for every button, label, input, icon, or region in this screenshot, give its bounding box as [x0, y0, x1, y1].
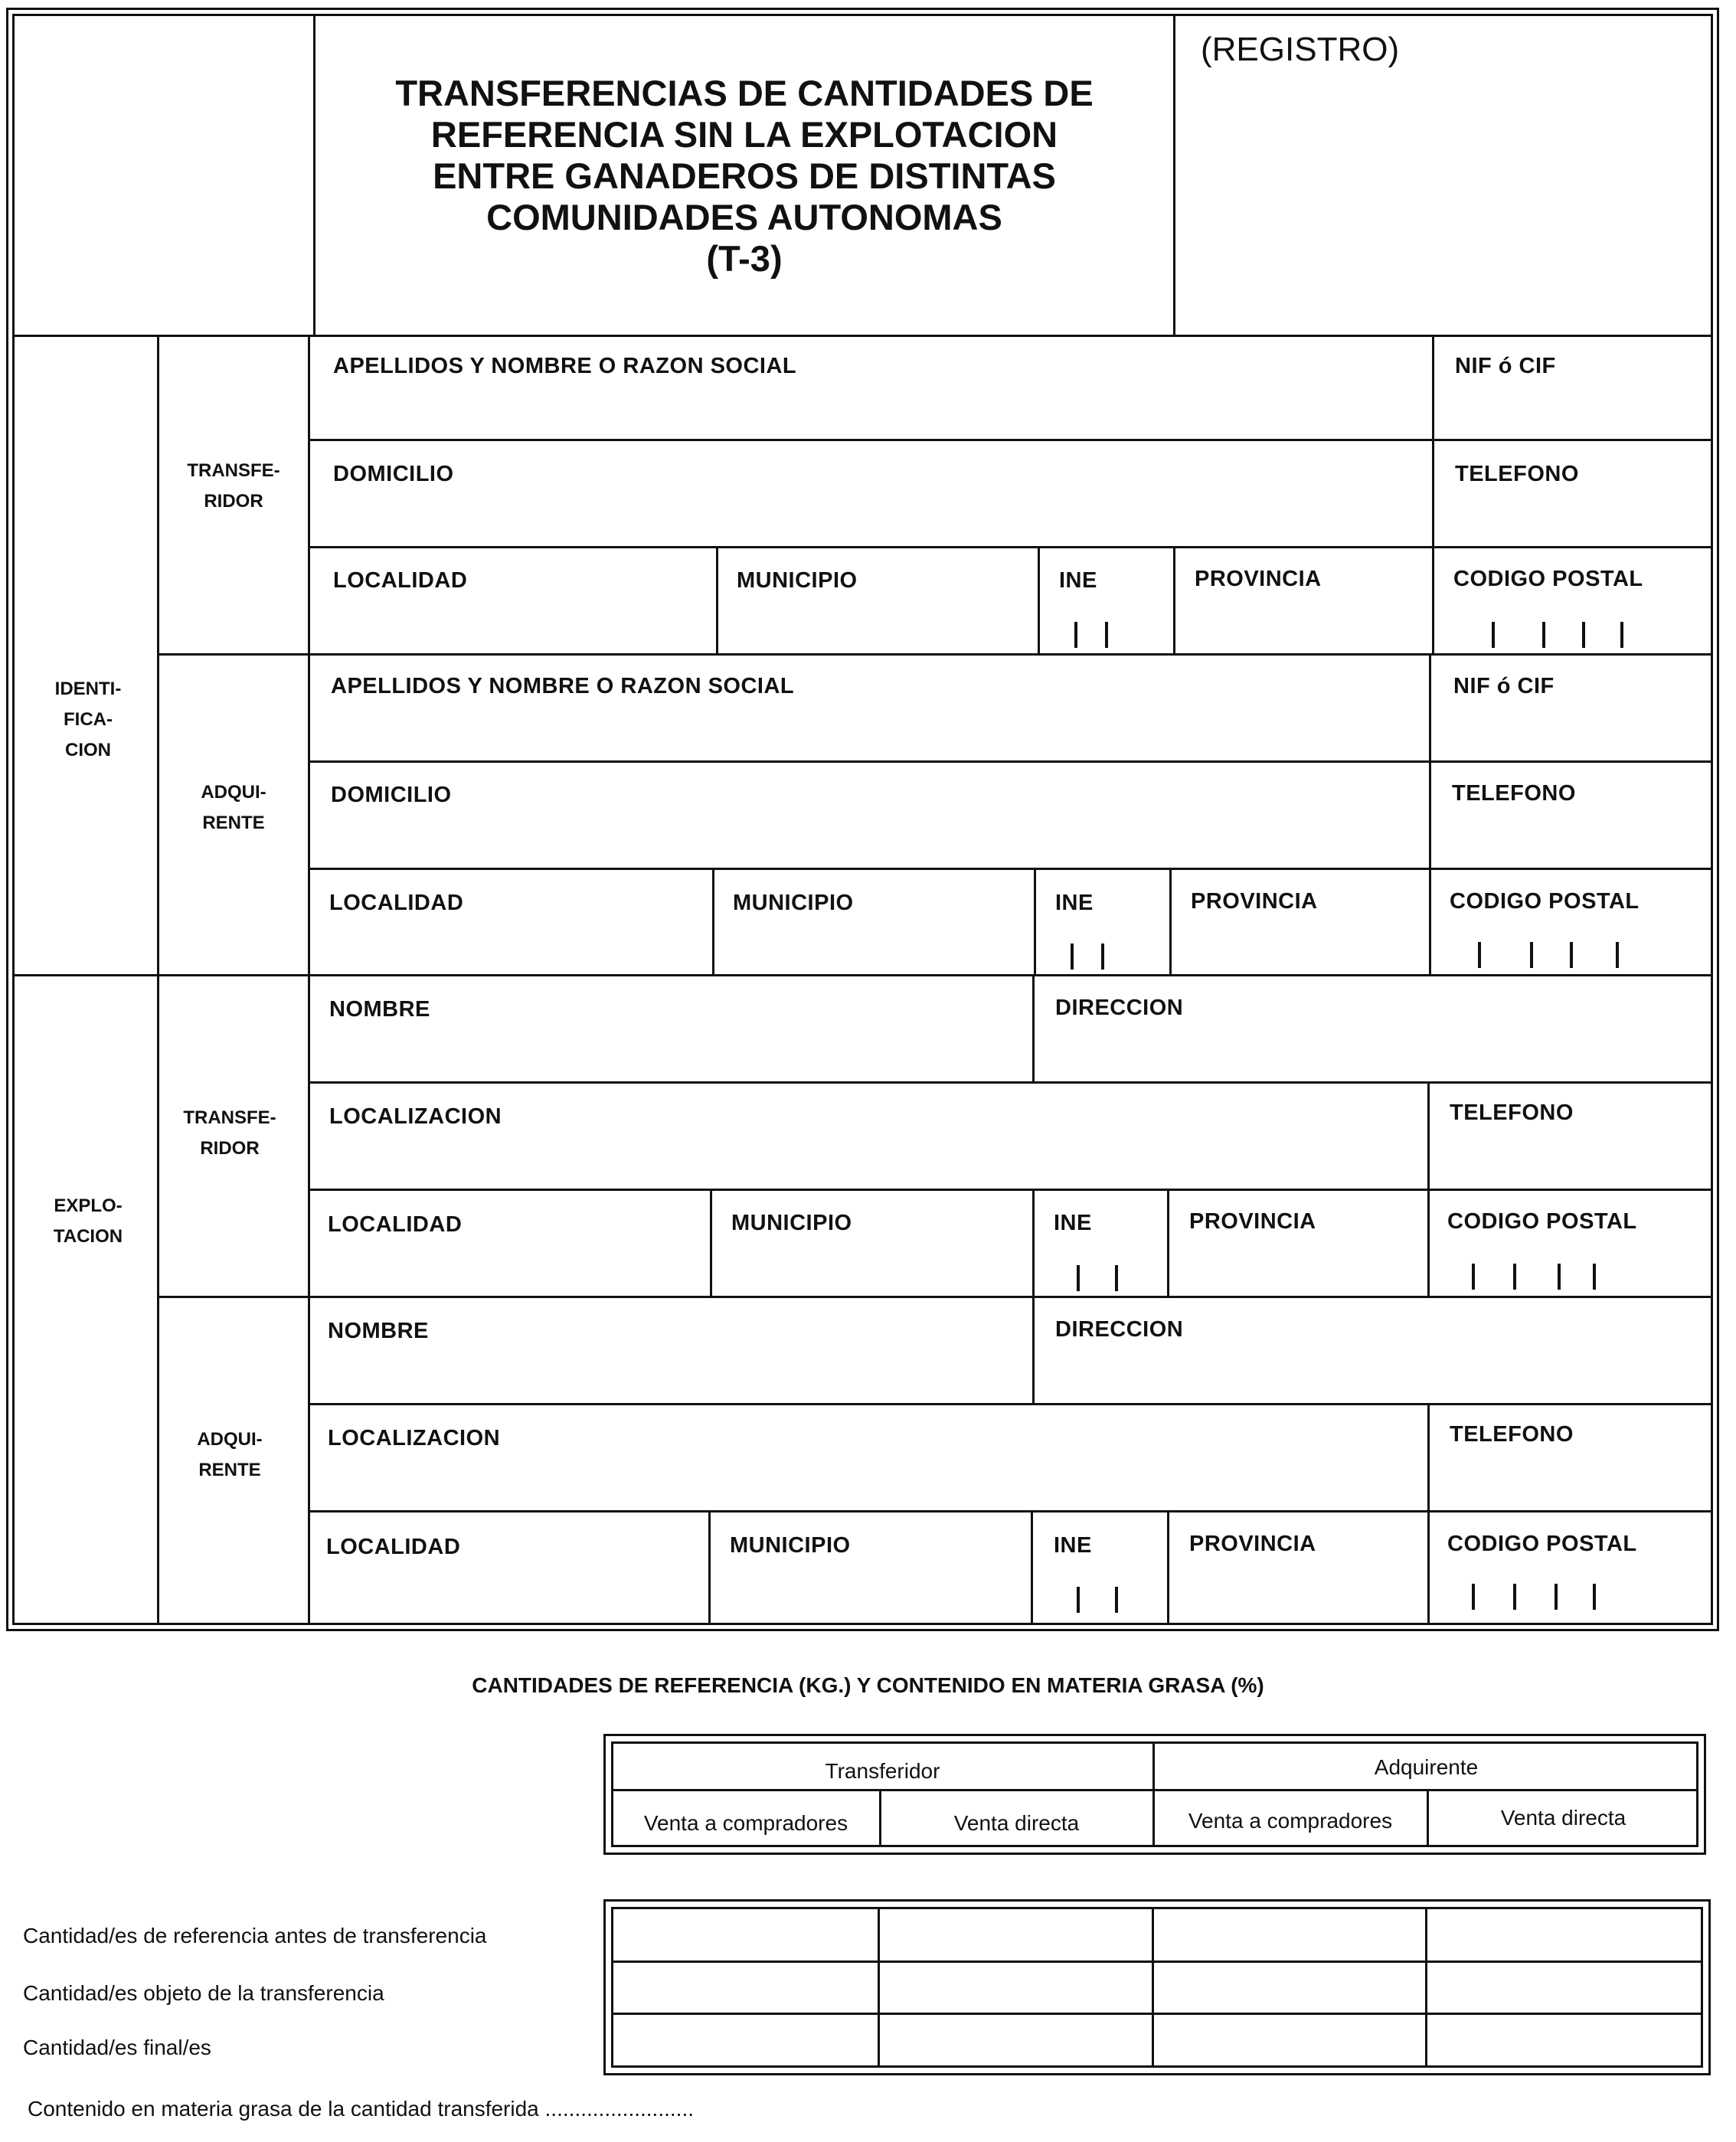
- field-provincia[interactable]: PROVINCIA: [1189, 1532, 1316, 1556]
- field-localidad[interactable]: LOCALIDAD: [326, 1535, 461, 1559]
- ine-tick: [1077, 1265, 1080, 1291]
- separator-ident-explot: [12, 974, 1713, 976]
- cell-antes-adq-compradores[interactable]: [1154, 1909, 1425, 1961]
- cp-tick: [1620, 622, 1623, 648]
- cp-tick: [1570, 942, 1573, 968]
- cell-final-transf-compradores[interactable]: [613, 2015, 878, 2065]
- cp-tick: [1558, 1264, 1561, 1290]
- row-line: [308, 1081, 1713, 1084]
- field-domicilio[interactable]: DOMICILIO: [331, 783, 452, 807]
- field-localidad[interactable]: LOCALIDAD: [329, 891, 464, 915]
- field-telefono[interactable]: TELEFONO: [1450, 1100, 1574, 1125]
- field-direccion[interactable]: DIRECCION: [1055, 996, 1184, 1020]
- field-telefono[interactable]: TELEFONO: [1452, 781, 1576, 806]
- title-line-5: (T-3): [706, 238, 783, 279]
- provincia-divider: [1169, 868, 1172, 974]
- cell-objeto-transf-directa[interactable]: [880, 1963, 1152, 2013]
- provincia-divider: [1173, 546, 1175, 653]
- cp-tick: [1472, 1584, 1475, 1610]
- subheader-venta-directa-adq: Venta directa: [1500, 1806, 1626, 1830]
- field-codigo-postal[interactable]: CODIGO POSTAL: [1450, 889, 1640, 914]
- field-direccion[interactable]: DIRECCION: [1055, 1317, 1184, 1342]
- adquirente-label-2: ADQUI- RENTE: [197, 1429, 263, 1480]
- provincia-divider: [1167, 1510, 1169, 1625]
- ine-tick: [1105, 622, 1108, 648]
- cp-tick: [1513, 1584, 1516, 1610]
- telefono-divider: [1427, 1403, 1430, 1625]
- row-line: [308, 1403, 1713, 1405]
- subheader-venta-compradores-adq: Venta a compradores: [1188, 1809, 1393, 1833]
- municipio-divider: [716, 546, 718, 653]
- row-line: [308, 546, 1713, 548]
- title-line-1: TRANSFERENCIAS DE CANTIDADES DE: [395, 73, 1094, 113]
- cp-tick: [1542, 622, 1545, 648]
- nif-divider: [1429, 653, 1431, 974]
- row-line: [308, 868, 1713, 870]
- cp-tick: [1593, 1264, 1596, 1290]
- ine-tick: [1074, 622, 1077, 648]
- ine-divider: [1034, 868, 1036, 974]
- field-domicilio[interactable]: DOMICILIO: [333, 462, 454, 486]
- municipio-divider: [708, 1510, 711, 1625]
- col-divider-1: [157, 335, 159, 1625]
- cell-objeto-transf-compradores[interactable]: [613, 1963, 878, 2013]
- field-municipio[interactable]: MUNICIPIO: [731, 1211, 852, 1235]
- header-transferidor: Transferidor: [825, 1759, 940, 1783]
- field-localidad[interactable]: LOCALIDAD: [333, 568, 468, 593]
- municipio-divider: [710, 1189, 712, 1296]
- municipio-divider: [712, 868, 714, 974]
- col-divider-2: [308, 335, 310, 1625]
- cell-antes-transf-compradores[interactable]: [613, 1909, 878, 1961]
- separator-transf-adq-1: [157, 653, 1713, 656]
- direccion-divider: [1032, 1296, 1035, 1403]
- cp-tick: [1472, 1264, 1475, 1290]
- field-localidad[interactable]: LOCALIDAD: [328, 1212, 463, 1237]
- cp-tick: [1530, 942, 1533, 968]
- field-nombre[interactable]: NOMBRE: [329, 997, 430, 1022]
- fat-content-label[interactable]: Contenido en materia grasa de la cantidad transferida .........................: [28, 2097, 695, 2121]
- row-line: [308, 439, 1713, 441]
- registro-label: (REGISTRO): [1201, 31, 1400, 68]
- cp-tick: [1478, 942, 1481, 968]
- field-apellidos[interactable]: APELLIDOS Y NOMBRE O RAZON SOCIAL: [331, 674, 795, 698]
- field-codigo-postal[interactable]: CODIGO POSTAL: [1447, 1532, 1637, 1556]
- cell-final-adq-compradores[interactable]: [1154, 2015, 1425, 2065]
- section-label-identificacion: IDENTI- FICA- CION: [54, 679, 122, 760]
- field-municipio[interactable]: MUNICIPIO: [733, 891, 854, 915]
- field-ine[interactable]: INE: [1054, 1211, 1092, 1235]
- row-label-final: Cantidad/es final/es: [23, 2036, 211, 2059]
- ine-tick: [1115, 1265, 1118, 1291]
- separator-transf-adq-2: [157, 1296, 1713, 1298]
- field-telefono[interactable]: TELEFONO: [1455, 462, 1579, 486]
- subheader-venta-directa-transf: Venta directa: [953, 1811, 1080, 1835]
- ine-tick: [1071, 943, 1074, 970]
- field-apellidos[interactable]: APELLIDOS Y NOMBRE O RAZON SOCIAL: [333, 354, 797, 378]
- ine-divider: [1031, 1510, 1033, 1625]
- ine-divider: [1038, 546, 1040, 653]
- cell-antes-transf-directa[interactable]: [880, 1909, 1152, 1961]
- field-codigo-postal[interactable]: CODIGO POSTAL: [1447, 1209, 1637, 1234]
- direccion-divider: [1032, 974, 1035, 1081]
- title-line-2: REFERENCIA SIN LA EXPLOTACION: [430, 114, 1058, 155]
- cp-tick: [1492, 622, 1495, 648]
- adquirente-label-1: ADQUI- RENTE: [201, 782, 266, 833]
- field-municipio[interactable]: MUNICIPIO: [730, 1533, 851, 1558]
- transferidor-label-1: TRANSFE- RIDOR: [187, 460, 280, 512]
- cp-tick: [1593, 1584, 1596, 1610]
- transferidor-label-2: TRANSFE- RIDOR: [183, 1107, 276, 1159]
- field-provincia[interactable]: PROVINCIA: [1195, 567, 1322, 591]
- provincia-divider: [1167, 1189, 1169, 1296]
- row-label-objeto: Cantidad/es objeto de la transferencia: [23, 1981, 384, 2005]
- ine-divider: [1032, 1189, 1035, 1296]
- cp-tick: [1582, 622, 1585, 648]
- cell-final-transf-directa[interactable]: [880, 2015, 1152, 2065]
- row-line: [308, 1510, 1713, 1512]
- section-label-explotacion: EXPLO- TACION: [53, 1195, 123, 1247]
- cell-objeto-adq-compradores[interactable]: [1154, 1963, 1425, 2013]
- field-nif[interactable]: NIF ó CIF: [1455, 354, 1556, 378]
- row-line: [308, 760, 1713, 763]
- field-nombre[interactable]: NOMBRE: [328, 1319, 429, 1343]
- field-ine[interactable]: INE: [1054, 1533, 1092, 1558]
- row-label-antes: Cantidad/es de referencia antes de transferencia: [23, 1924, 487, 1947]
- header-adquirente: Adquirente: [1374, 1755, 1479, 1779]
- title-line-4: COMUNIDADES AUTONOMAS: [486, 197, 1002, 237]
- nif-divider: [1432, 335, 1434, 653]
- field-ine[interactable]: INE: [1055, 891, 1094, 915]
- field-telefono[interactable]: TELEFONO: [1450, 1422, 1574, 1447]
- field-localizacion[interactable]: LOCALIZACION: [328, 1426, 501, 1450]
- header-divider-right: [1173, 14, 1175, 335]
- quantities-title: CANTIDADES DE REFERENCIA (KG.) Y CONTENIDO EN MATERIA GRASA (%): [472, 1673, 1264, 1697]
- field-municipio[interactable]: MUNICIPIO: [737, 568, 858, 593]
- field-nif[interactable]: NIF ó CIF: [1453, 674, 1555, 698]
- form-title: [315, 73, 1173, 280]
- cp-tick: [1616, 942, 1619, 968]
- header-bottom-line: [12, 335, 1713, 337]
- ine-tick: [1101, 943, 1104, 970]
- ine-tick: [1115, 1587, 1118, 1613]
- field-provincia[interactable]: PROVINCIA: [1189, 1209, 1316, 1234]
- field-provincia[interactable]: PROVINCIA: [1191, 889, 1318, 914]
- row-line: [308, 1189, 1713, 1191]
- cp-tick: [1555, 1584, 1558, 1610]
- subheader-venta-compradores-transf: Venta a compradores: [643, 1811, 848, 1835]
- header-sub-line: [611, 1789, 1698, 1791]
- telefono-divider: [1427, 1081, 1430, 1296]
- cell-objeto-adq-directa[interactable]: [1427, 1963, 1701, 2013]
- title-line-3: ENTRE GANADEROS DE DISTINTAS: [433, 155, 1056, 196]
- cp-tick: [1513, 1264, 1516, 1290]
- ine-tick: [1077, 1587, 1080, 1613]
- field-ine[interactable]: INE: [1059, 568, 1097, 593]
- cell-final-adq-directa[interactable]: [1427, 2015, 1701, 2065]
- field-localizacion[interactable]: LOCALIZACION: [329, 1104, 502, 1129]
- cell-antes-adq-directa[interactable]: [1427, 1909, 1701, 1961]
- field-codigo-postal[interactable]: CODIGO POSTAL: [1453, 567, 1643, 591]
